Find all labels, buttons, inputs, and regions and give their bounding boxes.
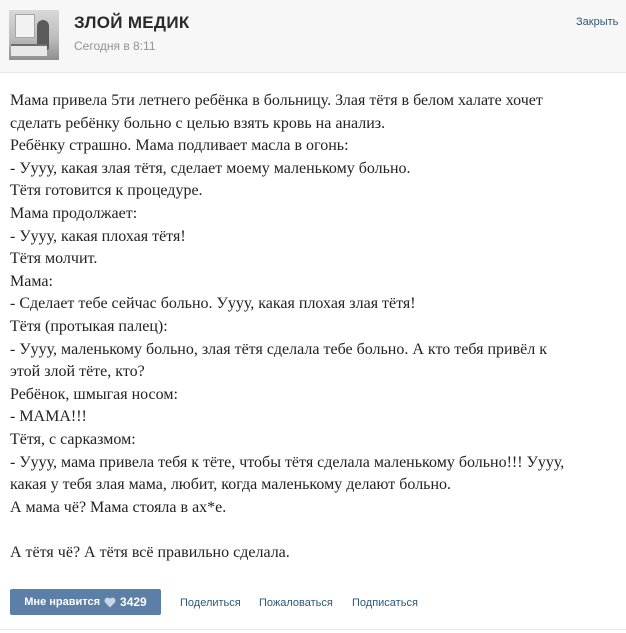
post-text-line: А мама чё? Мама стояла в ах*е. [10,498,227,516]
complain-link[interactable]: Пожаловаться [259,597,333,609]
post-text-line: - Уууу, маленькому больно, злая тётя сделала тебе больно. А кто тебя привёл к [10,340,547,358]
post-text-line: - Сделает тебе сейчас больно. Уууу, какая плохая злая тётя! [10,295,416,313]
post-text-line: Тётя молчит. [10,250,98,268]
avatar-bed-shape [11,44,47,56]
like-label: Мне нравится [24,596,101,608]
group-name[interactable]: ЗЛОЙ МЕДИК [74,13,190,32]
avatar-window-shape [15,14,35,38]
post-text-line: - Уууу, какая плохая тётя! [10,227,186,245]
heart-icon [104,597,116,608]
post-text-line: Мама привела 5ти летнего ребёнка в больницу. Злая тётя в белом халате хочет [10,92,543,109]
post-text [10,90,616,564]
post-text-line: - Уууу, какая злая тётя, сделает моему маленькому больно. [10,159,411,177]
like-button[interactable] [10,589,161,615]
post-text-line: этой злой тёте, кто? [10,363,145,381]
post-text-line: какая у тебя злая мама, любит, когда маленькому делают больно. [10,476,452,494]
post-text-line [10,519,616,542]
post-actions [0,588,626,618]
post-text-line: - МАМА!!! [10,408,87,426]
avatar[interactable] [9,10,59,60]
post-text-line: Ребёнок, шмыгая носом: [10,385,178,403]
post-timestamp[interactable]: Сегодня в 8:11 [74,39,156,53]
post-header [0,0,626,73]
like-count: 3429 [120,595,147,609]
bottom-divider [0,629,626,630]
post-text-line: Мама: [10,272,53,290]
share-link[interactable]: Поделиться [180,597,241,609]
post-text-line: А тётя чё? А тётя всё правильно сделала. [10,543,290,561]
close-link[interactable]: Закрыть [576,16,619,28]
post-text-line: Мама продолжает: [10,204,138,222]
post-text-line: сделать ребёнку больно с целью взять кровь на анализ. [10,114,386,132]
post-text-line: Тётя (протыкая палец): [10,317,168,335]
post-text-line: - Уууу, мама привела тебя к тёте, чтобы тётя сделала маленькому больно!!! Уууу, [10,453,565,471]
post-text-line: Тётя, с сарказмом: [10,430,136,448]
post-text-line: Ребёнку страшно. Мама подливает масла в огонь: [10,137,349,155]
subscribe-link[interactable]: Подписаться [352,597,418,609]
post-text-line: Тётя готовится к процедуре. [10,182,203,200]
